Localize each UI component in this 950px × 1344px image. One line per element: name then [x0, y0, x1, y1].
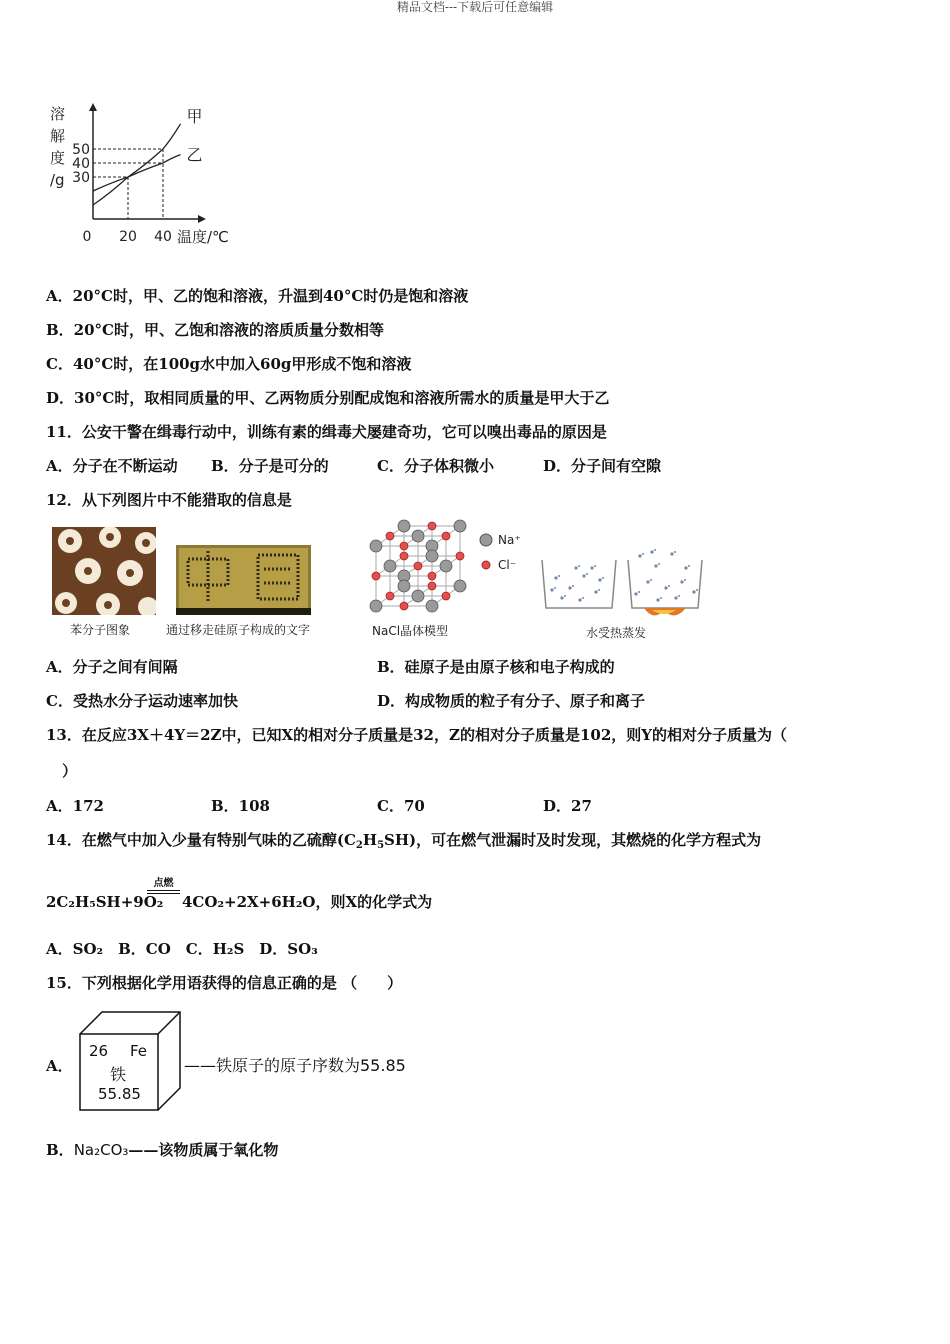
- iron-name: 铁: [110, 1065, 127, 1084]
- water-caption: 水受热蒸发: [586, 626, 647, 640]
- x-axis-label: 温度/℃: [177, 228, 229, 246]
- series-line-1: [93, 124, 181, 205]
- water-molecule-h: [674, 551, 676, 553]
- q11-option-a[interactable]: A．分子在不断运动: [46, 457, 178, 475]
- cl-ion: [428, 572, 436, 580]
- q15-option-b-text: ——该物质属于氧化物: [128, 1141, 279, 1159]
- legend-cl-dot: [482, 561, 490, 569]
- q15-option-b-label: B．: [46, 1141, 74, 1159]
- cl-ion: [428, 582, 436, 590]
- sodium-carbonate-formula: Na₂CO₃: [73, 1141, 129, 1159]
- water-molecule: [656, 598, 659, 601]
- silicon-caption: 通过移走硅原子构成的文字: [166, 623, 311, 637]
- water-molecule-h: [660, 597, 662, 599]
- water-molecule: [646, 580, 649, 583]
- nacl-legend-na: Na⁺: [498, 533, 521, 547]
- q14-equation-arrow: [147, 878, 180, 894]
- na-ion: [398, 520, 410, 532]
- water-molecule-h: [554, 587, 556, 589]
- q12-option-b[interactable]: B．硅原子是由原子核和电子构成的: [377, 658, 615, 676]
- water-molecule-h: [642, 553, 644, 555]
- water-molecule: [650, 550, 653, 553]
- na-ion: [370, 540, 382, 552]
- y-axis-label-char: /g: [50, 171, 65, 189]
- q13-option-a[interactable]: A．172: [46, 797, 104, 815]
- iron-atomic-number: 26: [89, 1042, 109, 1060]
- ignite-condition: 点燃: [153, 878, 174, 889]
- q12-option-d[interactable]: D．构成物质的粒子有分子、原子和离子: [377, 692, 646, 710]
- water-molecule: [550, 588, 553, 591]
- cl-ion: [372, 572, 380, 580]
- benzene-image: [52, 527, 156, 615]
- q11-option-c[interactable]: C．分子体积微小: [377, 457, 494, 475]
- water-molecule-h: [572, 585, 574, 587]
- water-molecule-h: [696, 589, 698, 591]
- solubility-chart: [40, 95, 240, 250]
- y-tick-label: 40: [72, 156, 90, 172]
- water-molecule-h: [654, 549, 656, 551]
- na-ion: [454, 520, 466, 532]
- y-axis-arrow: [89, 103, 97, 111]
- series-label-1: 甲: [186, 106, 203, 126]
- x-axis-arrow: [198, 215, 206, 223]
- cl-ion: [386, 532, 394, 540]
- q11-option-d[interactable]: D．分子间有空隙: [543, 457, 662, 475]
- water-molecule-h: [684, 579, 686, 581]
- cl-ion: [456, 552, 464, 560]
- water-molecule: [568, 586, 571, 589]
- x-tick-label: 0: [82, 229, 92, 245]
- na-ion: [370, 600, 382, 612]
- q15-option-b[interactable]: [46, 1140, 278, 1160]
- water-molecule: [590, 566, 593, 569]
- na-ion: [426, 550, 438, 562]
- na-ion: [384, 560, 396, 572]
- y-axis-label-char: 溶: [50, 105, 66, 123]
- y-axis-label-char: 解: [50, 127, 66, 145]
- water-molecule: [670, 552, 673, 555]
- q14-options[interactable]: A．SO₂ B．CO C．H₂S D．SO₃: [46, 940, 318, 958]
- q10-option-c[interactable]: C．40°C时，在100g水中加入60g甲形成不饱和溶液: [46, 355, 412, 373]
- nacl-caption: NaCl晶体模型: [372, 624, 449, 638]
- x-tick-label: 20: [119, 229, 137, 245]
- iron-atomic-mass: 55.85: [98, 1085, 141, 1103]
- q15-option-a-label[interactable]: A．: [46, 1057, 73, 1075]
- q12-stem: 12．从下列图片中不能猎取的信息是: [46, 491, 292, 509]
- water-molecule: [654, 564, 657, 567]
- q10-option-b[interactable]: B．20°C时，甲、乙饱和溶液的溶质质量分数相等: [46, 321, 384, 339]
- y-tick-label: 30: [72, 170, 90, 186]
- q15-option-a-text[interactable]: ——铁原子的原子序数为55.85: [184, 1056, 406, 1075]
- water-molecule: [684, 566, 687, 569]
- cl-ion: [400, 602, 408, 610]
- water-molecule: [664, 586, 667, 589]
- water-molecule-h: [650, 579, 652, 581]
- water-molecule-h: [678, 595, 680, 597]
- water-molecule-h: [638, 591, 640, 593]
- q14-equation-right: 4CO₂+2X+6H₂O，则X的化学式为: [182, 893, 433, 911]
- water-molecule-h: [594, 565, 596, 567]
- benzene-caption: 苯分子图象: [70, 623, 131, 637]
- iron-symbol: Fe: [130, 1042, 148, 1060]
- q13-option-d[interactable]: D．27: [543, 797, 592, 815]
- cl-ion: [386, 592, 394, 600]
- water-molecule-h: [578, 565, 580, 567]
- cl-ion: [428, 522, 436, 530]
- q10-option-a[interactable]: A．20°C时，甲、乙的饱和溶液，升温到40°C时仍是饱和溶液: [46, 287, 469, 305]
- cl-ion: [442, 592, 450, 600]
- q15-stem: 15．下列根据化学用语获得的信息正确的是 （ ）: [46, 974, 403, 992]
- water-molecule: [594, 590, 597, 593]
- water-molecule: [574, 566, 577, 569]
- y-axis-label-char: 度: [50, 149, 66, 167]
- water-molecule: [554, 576, 557, 579]
- series-label-2: 乙: [186, 145, 203, 165]
- water-molecule: [578, 598, 581, 601]
- cl-ion: [442, 532, 450, 540]
- cl-ion: [400, 542, 408, 550]
- water-molecule-h: [688, 565, 690, 567]
- q14-equation-left: 2C₂H₅SH+9O₂: [46, 893, 164, 911]
- q13-stem-end: ）: [62, 762, 78, 780]
- water-molecule-h: [558, 575, 560, 577]
- silicon-atoms-image: [176, 545, 311, 615]
- q10-option-d[interactable]: D．30°C时，取相同质量的甲、乙两物质分别配成饱和溶液所需水的质量是甲大于乙: [46, 389, 610, 407]
- na-ion: [412, 590, 424, 602]
- cl-ion: [400, 552, 408, 560]
- na-ion: [398, 580, 410, 592]
- legend-na-dot: [480, 534, 492, 546]
- water-molecule-h: [564, 595, 566, 597]
- water-molecule: [598, 578, 601, 581]
- water-molecule: [674, 596, 677, 599]
- water-molecule-h: [586, 573, 588, 575]
- water-molecule-h: [668, 585, 670, 587]
- water-molecule: [692, 590, 695, 593]
- q11-option-b[interactable]: B．分子是可分的: [211, 457, 329, 475]
- q14-stem: 14．在燃气中加入少量有特别气味的乙硫醇$(C_2H_5SH)$，可在燃气泄漏时及时发现，其燃烧的化学方程式为: [46, 831, 762, 851]
- na-ion: [426, 600, 438, 612]
- water-molecule: [680, 580, 683, 583]
- cl-ion: [414, 562, 422, 570]
- q12-option-a[interactable]: A．分子之间有间隔: [46, 658, 178, 676]
- water-molecule-h: [598, 589, 600, 591]
- na-ion: [440, 560, 452, 572]
- na-ion: [454, 580, 466, 592]
- water-molecule: [582, 574, 585, 577]
- q13-option-b[interactable]: B．108: [211, 797, 270, 815]
- series-line-2: [93, 155, 181, 191]
- nacl-legend-cl: Cl⁻: [498, 558, 517, 572]
- water-molecule-h: [658, 563, 660, 565]
- q11-stem: 11．公安干警在缉毒行动中，训练有素的缉毒犬屡建奇功，它可以嗅出毒品的原因是: [46, 423, 607, 441]
- water-molecule: [634, 592, 637, 595]
- water-molecule: [560, 596, 563, 599]
- q13-option-c[interactable]: C．70: [377, 797, 425, 815]
- water-molecule: [638, 554, 641, 557]
- page-header: 精品文档---下载后可任意编辑: [396, 0, 554, 14]
- na-ion: [412, 530, 424, 542]
- x-tick-label: 40: [154, 229, 172, 245]
- q13-stem: 13．在反应3X＋4Y＝2Z中，已知X的相对分子质量是32，Z的相对分子质量是102，则Y的相对分子质量为（: [46, 726, 787, 744]
- water-molecule-h: [602, 577, 604, 579]
- water-evaporation-image: [536, 548, 714, 624]
- q12-option-c[interactable]: C．受热水分子运动速率加快: [46, 692, 238, 710]
- water-molecule-h: [582, 597, 584, 599]
- y-tick-label: 50: [72, 142, 90, 158]
